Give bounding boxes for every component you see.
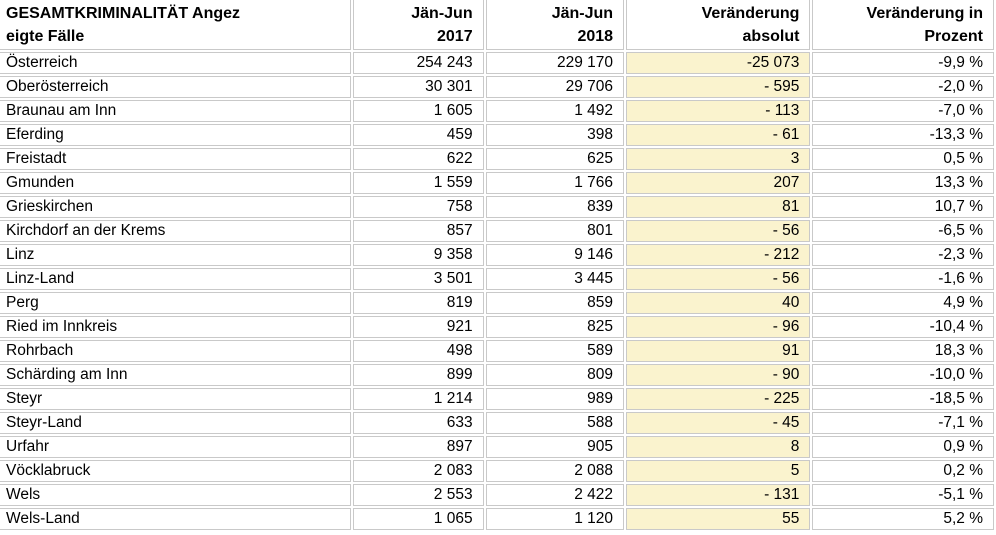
value-2017: 1 065	[353, 508, 484, 530]
value-2017: 2 083	[353, 460, 484, 482]
table-row	[0, 508, 994, 530]
value-2018: 859	[486, 292, 624, 314]
change-absolute: -25 073	[626, 52, 810, 74]
table-row	[0, 220, 994, 242]
value-2017: 1 559	[353, 172, 484, 194]
region-name: Freistadt	[0, 148, 351, 170]
value-2017: 819	[353, 292, 484, 314]
region-name: Ried im Innkreis	[0, 316, 351, 338]
change-percent: -2,3 %	[812, 244, 994, 266]
value-2017: 30 301	[353, 76, 484, 98]
value-2018: 625	[486, 148, 624, 170]
change-absolute: 5	[626, 460, 810, 482]
change-absolute: 40	[626, 292, 810, 314]
table-row	[0, 196, 994, 218]
value-2017: 9 358	[353, 244, 484, 266]
table-row	[0, 364, 994, 386]
region-name: Schärding am Inn	[0, 364, 351, 386]
change-percent: -7,1 %	[812, 412, 994, 434]
change-percent: 10,7 %	[812, 196, 994, 218]
value-2018: 2 422	[486, 484, 624, 506]
table-row	[0, 292, 994, 314]
value-2017: 921	[353, 316, 484, 338]
table-row	[0, 412, 994, 434]
table-row	[0, 52, 994, 74]
header-title-line1: GESAMTKRIMINALITÄT Angez	[6, 5, 241, 22]
value-2018: 839	[486, 196, 624, 218]
region-name: Grieskirchen	[0, 196, 351, 218]
value-2018: 29 706	[486, 76, 624, 98]
region-name: Wels-Land	[0, 508, 351, 530]
change-absolute: - 212	[626, 244, 810, 266]
value-2018: 398	[486, 124, 624, 146]
table-row	[0, 388, 994, 410]
value-2018: 905	[486, 436, 624, 458]
change-absolute: - 61	[626, 124, 810, 146]
region-name: Wels	[0, 484, 351, 506]
header-title	[0, 0, 351, 50]
region-name: Gmunden	[0, 172, 351, 194]
header-title-line2: eigte Fälle	[6, 28, 85, 46]
change-percent: 5,2 %	[812, 508, 994, 530]
change-percent: 13,3 %	[812, 172, 994, 194]
region-name: Urfahr	[0, 436, 351, 458]
change-absolute: 207	[626, 172, 810, 194]
header-2018: Jän-Jun 2018	[486, 0, 624, 50]
table-row	[0, 484, 994, 506]
table-row	[0, 436, 994, 458]
change-absolute: 8	[626, 436, 810, 458]
change-absolute: - 96	[626, 316, 810, 338]
value-2018: 1 766	[486, 172, 624, 194]
value-2018: 1 120	[486, 508, 624, 530]
change-percent: -10,0 %	[812, 364, 994, 386]
region-name: Perg	[0, 292, 351, 314]
table-body	[0, 52, 994, 530]
region-name: Eferding	[0, 124, 351, 146]
value-2017: 3 501	[353, 268, 484, 290]
change-percent: 0,5 %	[812, 148, 994, 170]
region-name: Kirchdorf an der Krems	[0, 220, 351, 242]
change-absolute: 3	[626, 148, 810, 170]
table-row	[0, 340, 994, 362]
change-percent: -5,1 %	[812, 484, 994, 506]
value-2017: 459	[353, 124, 484, 146]
region-name: Braunau am Inn	[0, 100, 351, 122]
change-absolute: - 56	[626, 268, 810, 290]
value-2017: 254 243	[353, 52, 484, 74]
change-absolute: - 113	[626, 100, 810, 122]
change-percent: -7,0 %	[812, 100, 994, 122]
change-percent: -9,9 %	[812, 52, 994, 74]
value-2018: 989	[486, 388, 624, 410]
change-absolute: 55	[626, 508, 810, 530]
value-2018: 229 170	[486, 52, 624, 74]
change-absolute: - 595	[626, 76, 810, 98]
change-absolute: - 56	[626, 220, 810, 242]
value-2017: 1 605	[353, 100, 484, 122]
value-2017: 899	[353, 364, 484, 386]
change-absolute: - 131	[626, 484, 810, 506]
change-percent: -18,5 %	[812, 388, 994, 410]
change-absolute: - 90	[626, 364, 810, 386]
table-row	[0, 244, 994, 266]
change-absolute: 91	[626, 340, 810, 362]
value-2017: 2 553	[353, 484, 484, 506]
region-name: Steyr	[0, 388, 351, 410]
table-row	[0, 76, 994, 98]
change-absolute: - 225	[626, 388, 810, 410]
region-name: Oberösterreich	[0, 76, 351, 98]
change-percent: -13,3 %	[812, 124, 994, 146]
change-percent: 18,3 %	[812, 340, 994, 362]
change-percent: -2,0 %	[812, 76, 994, 98]
table-row	[0, 316, 994, 338]
header-change-absolute: Veränderung absolut	[626, 0, 810, 50]
change-absolute: - 45	[626, 412, 810, 434]
region-name: Rohrbach	[0, 340, 351, 362]
region-name: Österreich	[0, 52, 351, 74]
table-row	[0, 124, 994, 146]
region-name: Vöcklabruck	[0, 460, 351, 482]
table-header	[0, 0, 994, 50]
change-percent: -10,4 %	[812, 316, 994, 338]
value-2017: 622	[353, 148, 484, 170]
region-name: Steyr-Land	[0, 412, 351, 434]
table-row	[0, 460, 994, 482]
table-row	[0, 100, 994, 122]
value-2018: 809	[486, 364, 624, 386]
table-row	[0, 172, 994, 194]
value-2018: 589	[486, 340, 624, 362]
header-row	[0, 0, 994, 50]
change-percent: -1,6 %	[812, 268, 994, 290]
value-2018: 2 088	[486, 460, 624, 482]
header-change-percent: Veränderung in Prozent	[812, 0, 994, 50]
region-name: Linz-Land	[0, 268, 351, 290]
region-name: Linz	[0, 244, 351, 266]
change-percent: 4,9 %	[812, 292, 994, 314]
value-2018: 825	[486, 316, 624, 338]
change-percent: 0,9 %	[812, 436, 994, 458]
value-2017: 897	[353, 436, 484, 458]
value-2018: 801	[486, 220, 624, 242]
value-2018: 588	[486, 412, 624, 434]
change-percent: -6,5 %	[812, 220, 994, 242]
value-2018: 1 492	[486, 100, 624, 122]
table-row	[0, 148, 994, 170]
value-2018: 9 146	[486, 244, 624, 266]
header-2017: Jän-Jun 2017	[353, 0, 484, 50]
value-2018: 3 445	[486, 268, 624, 290]
value-2017: 633	[353, 412, 484, 434]
value-2017: 857	[353, 220, 484, 242]
table-row	[0, 268, 994, 290]
change-absolute: 81	[626, 196, 810, 218]
value-2017: 758	[353, 196, 484, 218]
value-2017: 498	[353, 340, 484, 362]
value-2017: 1 214	[353, 388, 484, 410]
change-percent: 0,2 %	[812, 460, 994, 482]
